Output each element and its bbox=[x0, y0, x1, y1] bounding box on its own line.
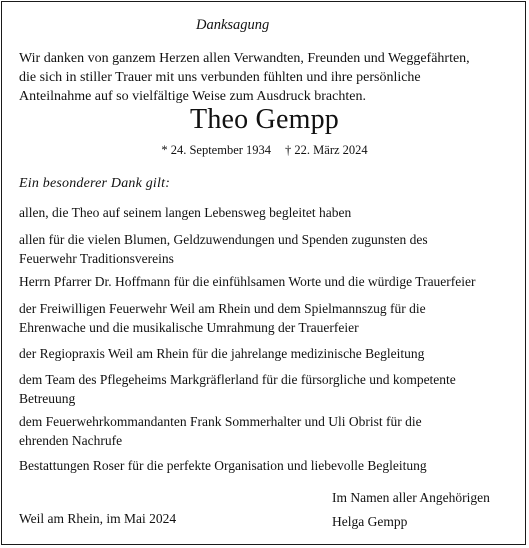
signature-name: Helga Gempp bbox=[332, 514, 408, 529]
birth-date: * 24. September 1934 bbox=[161, 143, 272, 157]
place-date: Weil am Rhein, im Mai 2024 bbox=[19, 511, 177, 526]
thanks-item-line: Bestattungen Roser für die perfekte Organisation und liebevolle Begleitung bbox=[19, 458, 427, 473]
thanks-item-line: Betreuung bbox=[19, 391, 76, 406]
thanks-item bbox=[19, 412, 422, 450]
thanks-item-line: Feuerwehr Traditionsvereins bbox=[19, 251, 174, 266]
thanks-item-line: Herrn Pfarrer Dr. Hoffmann für die einfühlsamen Worte und die würdige Trauerfeier bbox=[19, 274, 476, 289]
deceased-name: Theo Gempp bbox=[190, 104, 339, 135]
thanks-item-line: allen für die vielen Blumen, Geldzuwendungen und Spenden zugunsten des bbox=[19, 232, 428, 247]
thanks-item-line: dem Feuerwehrkommandanten Frank Sommerhalter und Uli Obrist für die bbox=[19, 414, 422, 429]
death-date: † 22. März 2024 bbox=[285, 143, 368, 157]
thanks-item-line: dem Team des Pflegeheims Markgräflerland für die fürsorgliche und kompetente bbox=[19, 372, 456, 387]
heading: Danksagung bbox=[196, 17, 270, 33]
thanks-item bbox=[19, 272, 476, 291]
thanks-item bbox=[19, 370, 456, 408]
thanks-item-line: der Regiopraxis Weil am Rhein für die jahrelange medizinische Begleitung bbox=[19, 346, 425, 361]
thanks-item bbox=[19, 230, 428, 268]
thanks-item bbox=[19, 344, 424, 363]
signature-line-1: Im Namen aller Angehörigen bbox=[332, 490, 490, 505]
thanks-heading: Ein besonderer Dank gilt: bbox=[19, 176, 171, 191]
thanks-item bbox=[19, 203, 351, 222]
intro-line: Anteilnahme auf so vielfältige Weise zum Ausdruck brachten. bbox=[19, 89, 366, 104]
intro-paragraph bbox=[19, 49, 509, 106]
thanks-item-line: der Freiwilligen Feuerwehr Weil am Rhein und dem Spielmannszug für die bbox=[19, 301, 426, 316]
intro-line: Wir danken von ganzem Herzen allen Verwandten, Freunden und Weggefährten, bbox=[19, 51, 470, 66]
thanks-item-line: Ehrenwache und die musikalische Umrahmung der Trauerfeier bbox=[19, 320, 359, 335]
intro-line: die sich in stiller Trauer mit uns verbunden fühlten und ihre persönliche bbox=[19, 70, 421, 85]
life-dates bbox=[0, 143, 529, 158]
thanks-item bbox=[19, 299, 426, 337]
thanks-item-line: ehrenden Nachrufe bbox=[19, 433, 123, 448]
thanks-item-line: allen, die Theo auf seinem langen Lebensweg begleitet haben bbox=[19, 205, 352, 220]
thanks-item bbox=[19, 456, 427, 475]
